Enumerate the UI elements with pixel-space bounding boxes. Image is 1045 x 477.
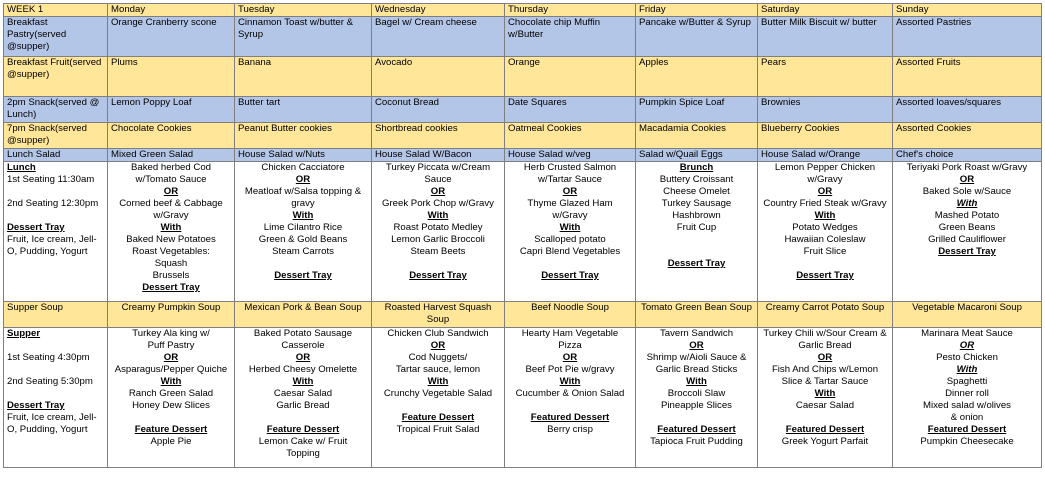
row-label: 7pm Snack(served @supper) [4,123,108,149]
menu-line: Roast Vegetables: [132,246,210,257]
menu-line: Pumpkin Cheesecake [920,436,1014,447]
snack-cell: Lemon Poppy Loaf [108,97,235,123]
spacer [111,412,231,424]
snack-cell: Oatmeal Cookies [505,123,636,149]
menu-line: Buttery Croissant [659,174,734,185]
menu-line: Broccoli Slaw [667,388,726,399]
menu-line: OR [562,352,578,363]
fruit-cell: Assorted Fruits [893,57,1042,97]
spacer [375,258,501,270]
row-label: 2pm Snack(served @ Lunch) [4,97,108,123]
menu-line: Fruit, Ice cream, Jell- [7,234,97,245]
menu-line: Tavern Sandwich [659,328,734,339]
snack-cell: Pumpkin Spice Loaf [636,97,758,123]
menu-line: Feature Dessert [134,424,208,435]
soup-cell: Creamy Carrot Potato Soup [758,302,893,328]
menu-line: Berry crisp [547,424,593,435]
menu-line: Featured Dessert [657,424,736,435]
menu-line: Garlic Bread [798,340,852,351]
pastry-cell: Pancake w/Butter & Syrup [636,17,758,57]
snack-cell: Brownies [758,97,893,123]
supper-label-cell [4,328,108,468]
day-header-monday: Monday [108,4,235,17]
menu-line: Roast Potato Medley [393,222,483,233]
menu-line: Topping [286,448,320,459]
fruit-cell: Plums [108,57,235,97]
fruit-cell: Pears [758,57,893,97]
supper-cell-sunday [893,328,1042,468]
menu-line: Apple Pie [150,436,192,447]
supper-cell-monday [108,328,235,468]
lunch-cell-wednesday [372,162,505,302]
snack-cell: Shortbread cookies [372,123,505,149]
menu-line: With [292,376,314,387]
menu-line: With [427,210,449,221]
menu-line: Shrimp w/Aioli Sauce & [646,352,747,363]
menu-line: gravy [291,198,315,209]
spacer [639,246,754,258]
salad-cell: Chef's choice [893,149,1042,162]
salad-cell: House Salad w/veg [505,149,636,162]
menu-line: Dessert Tray [7,222,65,233]
spacer [7,388,104,400]
menu-line: Garlic Bread Sticks [655,364,738,375]
spacer [7,186,104,198]
header-row [4,4,1042,17]
salad-cell: Salad w/Quail Eggs [636,149,758,162]
menu-line: Feature Dessert [266,424,340,435]
menu-line: w/Gravy [552,210,588,221]
menu-line: Mixed salad w/olives [923,400,1011,411]
menu-line: Beef Pot Pie w/gravy [525,364,615,375]
menu-line: Turkey Chili w/Sour Cream & [763,328,887,339]
snack-cell: Coconut Bread [372,97,505,123]
snack-2pm-row [4,97,1042,123]
lunch-cell-sunday [893,162,1042,302]
menu-line: OR [430,340,446,351]
menu-line: Grilled Cauliflower [928,234,1006,245]
soup-cell: Vegetable Macaroni Soup [893,302,1042,328]
menu-line: Mashed Potato [934,210,1000,221]
snack-cell: Chocolate Cookies [108,123,235,149]
pastry-cell: Assorted Pastries [893,17,1042,57]
supper-cell-thursday [505,328,636,468]
snack-cell: Assorted Cookies [893,123,1042,149]
menu-line: Asparagus/Pepper Quiche [114,364,228,375]
menu-line: Dessert Tray [667,258,726,269]
supper-soup-row [4,302,1042,328]
spacer [7,364,104,376]
menu-line: Brunch [679,162,714,173]
menu-line: O, Pudding, Yogurt [7,246,88,257]
menu-line: Country Fried Steak w/Gravy [763,198,887,209]
breakfast-pastry-row [4,17,1042,57]
row-label: Lunch Salad [4,149,108,162]
soup-cell: Mexican Pork & Bean Soup [235,302,372,328]
soup-cell: Creamy Pumpkin Soup [108,302,235,328]
supper-cell-tuesday [235,328,372,468]
menu-line: Dessert Tray [938,246,996,257]
snack-cell: Blueberry Cookies [758,123,893,149]
fruit-cell: Avocado [372,57,505,97]
menu-line: Dessert Tray [409,270,467,281]
menu-line: Greek Yogurt Parfait [781,436,869,447]
menu-line: Steam Beets [410,246,466,257]
menu-line: Steam Carrots [272,246,334,257]
breakfast-fruit-row [4,57,1042,97]
salad-cell: House Salad w/Orange [758,149,893,162]
menu-line: OR [295,174,311,185]
menu-line: Crunchy Vegetable Salad [383,388,493,399]
day-header-thursday: Thursday [505,4,636,17]
menu-line: Corned beef & Cabbage [119,198,223,209]
pastry-cell: Chocolate chip Muffin w/Butter [505,17,636,57]
menu-line: Herb Crusted Salmon [523,162,617,173]
menu-line: With [686,376,707,387]
menu-line: Fruit Cup [676,222,717,233]
menu-line: Tropical Fruit Salad [396,424,480,435]
menu-line: w/Gravy [153,210,189,221]
menu-line: 2nd Seating 12:30pm [7,198,99,209]
menu-line: Baked Sole w/Sauce [922,186,1012,197]
menu-line: Featured Dessert [530,412,610,423]
menu-line: Potato Wedges [792,222,858,233]
menu-line: Lemon Cake w/ Fruit [258,436,348,447]
menu-line: Turkey Piccata w/Cream [385,162,491,173]
menu-line: With [292,210,314,221]
menu-line: 1st Seating 4:30pm [7,352,90,363]
menu-line: Turkey Ala king w/ [132,328,210,339]
menu-line: Squash [154,258,188,269]
menu-line: Garlic Bread [276,400,330,411]
menu-line: Honey Dew Slices [132,400,210,411]
lunch-cell-tuesday [235,162,372,302]
menu-line: 1st Seating 11:30am [7,174,95,185]
salad-cell: Mixed Green Salad [108,149,235,162]
soup-cell: Roasted Harvest Squash Soup [372,302,505,328]
day-header-friday: Friday [636,4,758,17]
menu-line: Dessert Tray [142,282,200,293]
spacer [508,400,632,412]
menu-line: Dinner roll [945,388,989,399]
menu-line: Ranch Green Salad [128,388,214,399]
snack-7pm-row [4,123,1042,149]
menu-line: Dessert Tray [274,270,332,281]
spacer [639,412,754,424]
menu-line: OR [163,352,179,363]
menu-line: Teriyaki Pork Roast w/Gravy [906,162,1028,173]
menu-line: Dessert Tray [7,400,65,411]
menu-line: Turkey Sausage [661,198,732,209]
menu-line: Pineapple Slices [661,400,732,411]
snack-cell: Peanut Butter cookies [235,123,372,149]
fruit-cell: Banana [235,57,372,97]
menu-line: OR [689,340,704,351]
menu-line: With [956,364,978,375]
weekly-menu-table [3,3,1042,468]
menu-line: Baked Potato Sausage [253,328,353,339]
menu-line: With [956,198,978,209]
menu-line: & onion [950,412,984,423]
day-header-saturday: Saturday [758,4,893,17]
fruit-cell: Apples [636,57,758,97]
menu-line: Fish And Chips w/Lemon [771,364,879,375]
menu-line: Marinara Meat Sauce [921,328,1013,339]
menu-line: Fruit Slice [803,246,847,257]
spacer [375,400,501,412]
menu-line: Herbed Cheesy Omelette [248,364,358,375]
spacer [761,412,889,424]
spacer [7,210,104,222]
pastry-cell: Cinnamon Toast w/butter & Syrup [235,17,372,57]
lunch-salad-row [4,149,1042,162]
menu-line: OR [430,186,446,197]
pastry-cell: Bagel w/ Cream cheese [372,17,505,57]
menu-line: Fruit, Ice cream, Jell- [7,412,97,423]
menu-line: With [559,222,581,233]
menu-line: Green Beans [938,222,996,233]
menu-line: Casserole [281,340,325,351]
menu-line: Caesar Salad [273,388,333,399]
menu-line: Hearty Ham Vegetable [521,328,619,339]
menu-line: Lunch [7,162,36,173]
soup-cell: Tomato Green Bean Soup [636,302,758,328]
menu-line: Cheese Omelet [663,186,730,197]
fruit-cell: Orange [505,57,636,97]
menu-line: w/Tomato Sauce [135,174,207,185]
row-label: Supper Soup [4,302,108,328]
menu-line: w/Gravy [807,174,843,185]
menu-line: Scalloped potato [534,234,606,245]
supper-cell-wednesday [372,328,505,468]
menu-line: Green & Gold Beans [258,234,348,245]
menu-line: w/Tartar Sauce [538,174,602,185]
day-header-wednesday: Wednesday [372,4,505,17]
salad-cell: House Salad w/Nuts [235,149,372,162]
day-header-tuesday: Tuesday [235,4,372,17]
menu-line: OR [295,352,311,363]
row-label: Breakfast Fruit(served @supper) [4,57,108,97]
pastry-cell: Butter Milk Biscuit w/ butter [758,17,893,57]
lunch-cell-friday [636,162,758,302]
menu-line: With [427,376,449,387]
supper-cell-friday [636,328,758,468]
menu-line: Capri Blend Vegetables [519,246,621,257]
menu-line: Cucumber & Onion Salad [515,388,625,399]
menu-line: With [814,388,836,399]
menu-line: Tapioca Fruit Pudding [650,436,743,447]
menu-line: Pizza [558,340,582,351]
menu-line: OR [959,340,975,351]
menu-line: Chicken Club Sandwich [387,328,489,339]
menu-line: Dessert Tray [796,270,854,281]
menu-line: Spaghetti [946,376,988,387]
spacer [508,258,632,270]
menu-line: Puff Pastry [147,340,195,351]
menu-line: With [559,376,581,387]
menu-line: With [814,210,836,221]
menu-line: With [160,222,182,233]
snack-cell: Butter tart [235,97,372,123]
salad-cell: House Salad W/Bacon [372,149,505,162]
week-label: WEEK 1 [4,4,108,17]
menu-line: Slice & Tartar Sauce [781,376,869,387]
menu-line: Supper [7,328,41,339]
menu-line: Greek Pork Chop w/Gravy [382,198,494,209]
menu-line: Brussels [152,270,190,281]
menu-line: Caesar Salad [795,400,855,411]
menu-line: Tartar sauce, lemon [395,364,481,375]
menu-line: Featured Dessert [785,424,865,435]
menu-line: O, Pudding, Yogurt [7,424,88,435]
menu-line: Cod Nuggets/ [408,352,468,363]
pastry-cell: Orange Cranberry scone [108,17,235,57]
supper-row [4,328,1042,468]
spacer [639,234,754,246]
supper-cell-saturday [758,328,893,468]
row-label: Breakfast Pastry(served @supper) [4,17,108,57]
menu-line: Lemon Garlic Broccoli [391,234,485,245]
menu-line: OR [163,186,179,197]
spacer [7,340,104,352]
menu-line: OR [817,186,833,197]
soup-cell: Beef Noodle Soup [505,302,636,328]
menu-line: Dessert Tray [541,270,599,281]
menu-line: OR [817,352,833,363]
day-header-sunday: Sunday [893,4,1042,17]
lunch-cell-monday [108,162,235,302]
menu-line: Lime Cilantro Rice [263,222,343,233]
menu-line: Chicken Cacciatore [261,162,345,173]
menu-line: Pesto Chicken [936,352,998,363]
menu-line: With [160,376,182,387]
spacer [238,412,368,424]
snack-cell: Macadamia Cookies [636,123,758,149]
lunch-row [4,162,1042,302]
snack-cell: Assorted loaves/squares [893,97,1042,123]
menu-line: Hawaiian Coleslaw [784,234,866,245]
snack-cell: Date Squares [505,97,636,123]
menu-line: Baked New Potatoes [126,234,216,245]
menu-line: Feature Dessert [401,412,475,423]
menu-line: Baked herbed Cod [130,162,211,173]
menu-line: Featured Dessert [927,424,1007,435]
lunch-cell-thursday [505,162,636,302]
spacer [238,258,368,270]
menu-line: Hashbrown [672,210,721,221]
menu-line: Thyme Glazed Ham [527,198,613,209]
menu-line: 2nd Seating 5:30pm [7,376,93,387]
menu-line: Lemon Pepper Chicken [774,162,876,173]
menu-line: Meatloaf w/Salsa topping & [244,186,362,197]
menu-line: Sauce [424,174,452,185]
spacer [761,258,889,270]
menu-line: OR [959,174,975,185]
lunch-cell-saturday [758,162,893,302]
lunch-label-cell [4,162,108,302]
menu-line: OR [562,186,578,197]
